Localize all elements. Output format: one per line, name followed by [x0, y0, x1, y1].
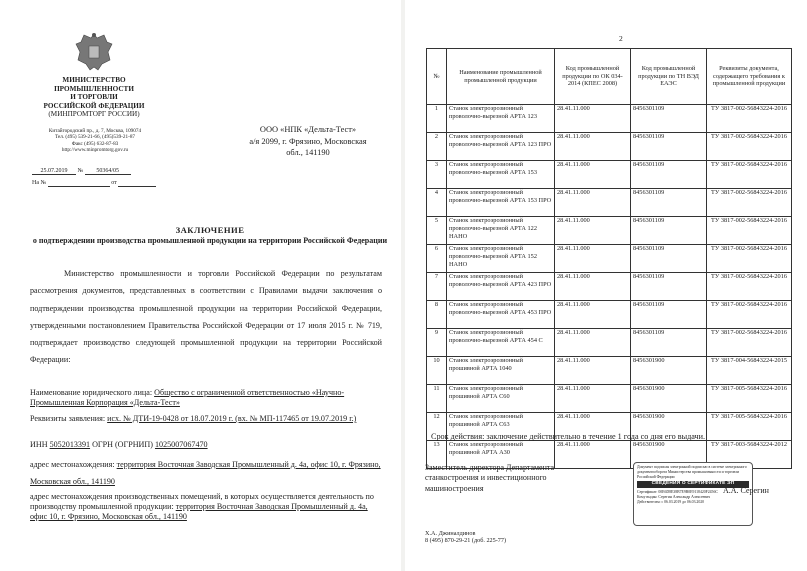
tnved-code: 8456301900 [631, 357, 707, 385]
legal-entity [30, 388, 382, 408]
requirements-doc: ТУ 3817-002-56843224-2016 [707, 245, 792, 273]
product-name: Станок электроэрозионный проволочно-вырезной АРТА 454 С [447, 329, 555, 357]
product-name: Станок электроэрозионный проволочно-вырезной АРТА 152 НАНО [447, 245, 555, 273]
ministry-line: МИНИСТЕРСТВО [62, 76, 126, 84]
table-row [427, 161, 792, 189]
row-number: 6 [427, 245, 447, 273]
reg-ref-number [48, 180, 110, 187]
okpd-code: 28.41.11.000 [555, 357, 631, 385]
row-number: 2 [427, 133, 447, 161]
executor-info [425, 530, 506, 545]
application-details [30, 414, 382, 424]
okpd-code: 28.41.11.000 [555, 301, 631, 329]
row-number: 11 [427, 385, 447, 413]
coat-of-arms-emblem [74, 30, 114, 74]
req-label: Реквизиты заявления: [30, 414, 106, 423]
table-row [427, 133, 792, 161]
product-name: Станок электроэрозионный проволочно-вырезной АРТА 123 [447, 105, 555, 133]
addressee-line: обл., 141190 [286, 148, 330, 157]
reference-line [32, 180, 156, 187]
product-name: Станок электроэрозионный прошивной АРТА С63 [447, 413, 555, 441]
addressee-line: а/я 2099, г. Фрязино, Московская [249, 136, 367, 146]
product-name: Станок электроэрозионный прошивной АРТА 1040 [447, 357, 555, 385]
row-number: 12 [427, 413, 447, 441]
product-name: Станок электроэрозионный прошивной АРТА С60 [447, 385, 555, 413]
col-header-doc: Реквизиты документа, содержащего требования к промышленной продукции [707, 49, 792, 105]
row-number: 13 [427, 441, 447, 469]
ministry-heading [20, 76, 168, 119]
requirements-doc: ТУ 3817-002-56843224-2016 [707, 133, 792, 161]
product-name: Станок электроэрозионный проволочно-вырезной АРТА 153 [447, 161, 555, 189]
registration-line [32, 168, 131, 175]
product-name: Станок электроэрозионный проволочно-вырезной АРТА 453 ПРО [447, 301, 555, 329]
requirements-doc: ТУ 3817-005-56843224-2016 [707, 413, 792, 441]
okpd-code: 28.41.11.000 [555, 385, 631, 413]
reg-no-sign: № [77, 168, 84, 174]
product-name: Станок электроэрозионный проволочно-вырезной АРТА 123 ПРО [447, 133, 555, 161]
row-number: 7 [427, 273, 447, 301]
tnved-code: 8456301109 [631, 105, 707, 133]
products-table [426, 48, 792, 469]
requirements-doc: ТУ 3817-002-56843224-2016 [707, 217, 792, 245]
inn-label: ИНН [30, 440, 48, 449]
tnved-code: 8456301900 [631, 413, 707, 441]
tnved-code: 8456301900 [631, 441, 707, 469]
ministry-line: И ТОРГОВЛИ [70, 93, 118, 102]
col-header-name: Наименование промышленной промышленной продукции [447, 49, 555, 105]
okpd-code: 28.41.11.000 [555, 245, 631, 273]
table-row [427, 301, 792, 329]
table-row [427, 189, 792, 217]
requirements-doc: ТУ 3817-003-56843224-2012 [707, 441, 792, 469]
row-number: 9 [427, 329, 447, 357]
requirements-doc: ТУ 3817-004-56843224-2015 [707, 357, 792, 385]
table-body [427, 105, 792, 469]
tnved-code: 8456301900 [631, 385, 707, 413]
document-title [30, 226, 390, 246]
legal-value: Общество с ограниченной ответственностью «Научно-Промышленная Корпорация «Дельта-Тест» [30, 388, 345, 408]
inn-ogrn [30, 440, 382, 450]
requirements-doc: ТУ 3817-002-56843224-2016 [707, 301, 792, 329]
ogrn-value: 1025007067470 [154, 440, 208, 449]
tnved-code: 8456301109 [631, 245, 707, 273]
contact-line: Китайгородский пр., д. 7, Москва, 109074 [48, 128, 142, 134]
requirements-doc: ТУ 3817-002-56843224-2016 [707, 273, 792, 301]
prod-address-value: территория Восточная Заводская Промышленный д. 4а, офис 10, г. Фрязино, Московская обл., 141190 [30, 502, 368, 522]
product-name: Станок электроэрозионный проволочно-вырезной АРТА 423 ПРО [447, 273, 555, 301]
tnved-code: 8456301109 [631, 273, 707, 301]
product-name: Станок электроэрозионный проволочно-вырезной АРТА 122 НАНО [447, 217, 555, 245]
tnved-code: 8456301109 [631, 301, 707, 329]
row-number: 8 [427, 301, 447, 329]
table-row [427, 357, 792, 385]
addressee [238, 124, 378, 159]
okpd-code: 28.41.11.000 [555, 329, 631, 357]
okpd-code: 28.41.11.000 [555, 273, 631, 301]
address [30, 456, 382, 490]
okpd-code: 28.41.11.000 [555, 161, 631, 189]
stamp-title: СВЕДЕНИЯ О СЕРТИФИКАТЕ ЭП [637, 481, 749, 488]
requirements-doc: ТУ 3817-002-56843224-2016 [707, 105, 792, 133]
requirements-doc: ТУ 3817-002-56843224-2016 [707, 161, 792, 189]
ogrn-label: ОГРН (ОГРНИП) [92, 440, 153, 449]
ministry-line: ПРОМЫШЛЕННОСТИ [54, 84, 134, 93]
okpd-code: 28.41.11.000 [555, 413, 631, 441]
address-label: адрес местонахождения: [30, 460, 115, 469]
col-header-number: № [427, 49, 447, 105]
reg-ref-date [118, 180, 156, 187]
inn-value: 5052013391 [49, 440, 91, 449]
legal-label: Наименование юридического лица: [30, 388, 153, 397]
contact-line: Факс (495) 632-87-83 [71, 140, 119, 147]
table-row [427, 105, 792, 133]
production-address [30, 492, 382, 522]
validity-note: Срок действия: заключение действительно в течение 1 года со дня его выдачи. [431, 432, 706, 441]
col-header-tnved: Код промышленной продукции по ТН ВЭД ЕАЭС [631, 49, 707, 105]
row-number: 4 [427, 189, 447, 217]
paragraph: Министерство промышленности и торговли Российской Федерации по результатам рассмотрения документов, представленных в соответствии с Правилами выдачи заключения о подтверждении производства промышленной продукции на территории Российской Федерации, утвержденными постановлением Правительства Российской Федерации от 17 июля 2015 г. № 719, подтверждает производство следующей промышленной продукции на территории Российской Федерации: [30, 269, 382, 365]
reg-ref-prefix: На № [32, 180, 47, 186]
req-value: исх. № ДТИ-19-0428 от 18.07.2019 г. (вх. № МП-117465 от 19.07.2019 г.) [107, 414, 357, 423]
contact-line: http://www.minpromtorg.gov.ru [61, 147, 129, 154]
table-row [427, 273, 792, 301]
okpd-code: 28.41.11.000 [555, 189, 631, 217]
signer-position [425, 463, 590, 494]
page-2 [405, 0, 807, 571]
product-name: Станок электроэрозионный проволочно-вырезной АРТА 153 ПРО [447, 189, 555, 217]
row-number: 1 [427, 105, 447, 133]
col-header-okpd: Код промышленной продукции по ОК 034-2014 (КПЕС 2008) [555, 49, 631, 105]
executor-phone: 8 (495) 870-29-21 (доб. 225-77) [425, 537, 507, 545]
table-row [427, 217, 792, 245]
stamp-valid: Действителен: с 06.03.2019 до 06.03.2020 [637, 499, 705, 504]
reg-ref-from: от [111, 180, 117, 186]
page-number: 2 [619, 34, 623, 43]
tnved-code: 8456301109 [631, 161, 707, 189]
signer-line: станкостроения и инвестиционного [425, 473, 547, 483]
tnved-code: 8456301109 [631, 133, 707, 161]
row-number: 5 [427, 217, 447, 245]
stamp-text: Документ подписан электронной подписью в системе электронного документооборота Министерства промышленности и торговли Российской Федерации [637, 465, 747, 479]
signer-line: Заместитель директора Департамента [425, 463, 555, 472]
title: ЗАКЛЮЧЕНИЕ [175, 225, 245, 235]
executor-name: Х.А. Джиналдинов [425, 530, 476, 537]
signer-name: А.А. Серегин [723, 486, 769, 495]
reg-date: 25.07.2019 [32, 168, 76, 175]
ministry-line: (МИНПРОМТОРГ РОССИИ) [48, 110, 140, 119]
ministry-contacts [30, 128, 160, 154]
table-row [427, 329, 792, 357]
row-number: 10 [427, 357, 447, 385]
product-name: Станок электроэрозионный прошивной АРТА А30 [447, 441, 555, 469]
table-row [427, 245, 792, 273]
reg-number: 50364/05 [85, 168, 131, 175]
contact-line: Тел. (495) 539-21-66, (495)539-21-87 [54, 134, 136, 141]
prod-address-label: адрес местонахождения производственных помещений, в которых осуществляется деятельность по производству промышленной продукции: [30, 492, 374, 512]
table-row [427, 385, 792, 413]
requirements-doc: ТУ 3817-002-56843224-2016 [707, 189, 792, 217]
signer-line: машиностроения [425, 483, 484, 493]
stamp-owner: Кому выдан: Серегин Александр Алексеевич [637, 494, 711, 499]
okpd-code: 28.41.11.000 [555, 217, 631, 245]
tnved-code: 8456301109 [631, 217, 707, 245]
tnved-code: 8456301109 [631, 329, 707, 357]
tnved-code: 8456301109 [631, 189, 707, 217]
ministry-line: РОССИЙСКОЙ ФЕДЕРАЦИИ [43, 101, 145, 110]
okpd-code: 28.41.11.000 [555, 133, 631, 161]
address-value: территория Восточная Заводская Промышленный д. 4а, офис 10, г. Фрязино, Московская обл., 141190 [30, 460, 381, 486]
stamp-cert: Сертификат: 00E6D8E38B7E9B0E9118420F2456C [637, 490, 718, 495]
page-1 [0, 0, 401, 571]
requirements-doc: ТУ 3817-005-56843224-2016 [707, 385, 792, 413]
subtitle: о подтверждении производства промышленной продукции на территории Российской Федерации [32, 235, 388, 245]
okpd-code: 28.41.11.000 [555, 441, 631, 469]
requirements-doc: ТУ 3817-002-56843224-2016 [707, 329, 792, 357]
okpd-code: 28.41.11.000 [555, 105, 631, 133]
addressee-line: ООО «НПК «Дельта-Тест» [259, 125, 357, 134]
table-header-row [427, 49, 792, 105]
row-number: 3 [427, 161, 447, 189]
main-paragraph [30, 265, 382, 369]
